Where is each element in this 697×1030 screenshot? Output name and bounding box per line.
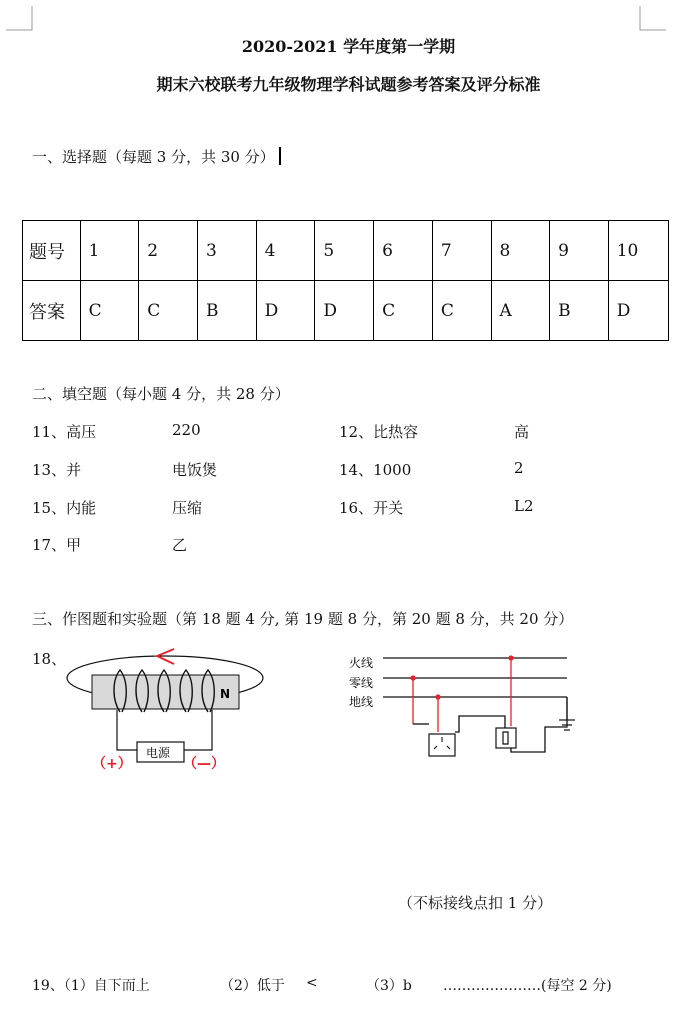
fill-a14: 2: [514, 459, 524, 477]
fill-q17: 17、甲: [32, 536, 82, 554]
junction-point: [508, 655, 513, 660]
row-label-answer: 答案: [23, 281, 81, 341]
answer-cell: C: [139, 281, 198, 341]
grading-note: （不标接线点扣 1 分）: [398, 894, 553, 912]
number-cell: 9: [550, 221, 609, 281]
number-cell: 6: [374, 221, 433, 281]
fill-q13: 13、并: [32, 461, 82, 479]
junction-point: [410, 675, 415, 680]
fill-a17: 乙: [172, 536, 188, 554]
number-cell: 4: [256, 221, 315, 281]
number-cell: 7: [432, 221, 491, 281]
number-cell: 1: [80, 221, 139, 281]
answer-cell: B: [197, 281, 256, 341]
junction-point: [435, 694, 440, 699]
number-row: [23, 221, 669, 281]
electromagnet-diagram: [62, 640, 272, 775]
fill-q14: 14、1000: [339, 461, 412, 479]
row-label-number: 题号: [23, 221, 81, 281]
answer-cell: D: [315, 281, 374, 341]
answer-cell: C: [80, 281, 139, 341]
answer-row: [23, 281, 669, 341]
live-wire-label: 火线: [349, 656, 374, 670]
fill-q15: 15、内能: [32, 499, 97, 517]
ground-wire-label: 地线: [349, 695, 374, 709]
answer-cell: A: [491, 281, 550, 341]
number-cell: 5: [315, 221, 374, 281]
fill-q12: 12、比热容: [339, 423, 419, 441]
answer-cell: B: [550, 281, 609, 341]
neutral-wire-label: 零线: [349, 676, 374, 690]
fill-a12: 高: [514, 423, 530, 441]
number-cell: 10: [608, 221, 668, 281]
fill-a16: L2: [514, 497, 534, 515]
terminal-plus-label: （+）: [92, 756, 132, 772]
section1-heading: [32, 146, 281, 167]
number-cell: 8: [491, 221, 550, 281]
fill-a13: 电饭煲: [172, 461, 218, 479]
section3-heading: 三、作图题和实验题（第 18 题 4 分, 第 19 题 8 分，第 20 题 8 分，共 20 分）: [32, 610, 574, 628]
q19-part2-symbol: <: [306, 975, 318, 991]
page-title: 期末六校联考九年级物理学科试题参考答案及评分标准: [156, 75, 541, 94]
answer-cell: D: [608, 281, 668, 341]
wiring-diagram: [345, 648, 585, 768]
terminal-minus-label: （—）: [183, 756, 225, 772]
magnet-pole-n: N: [220, 687, 231, 701]
ground-symbol-icon: [559, 697, 575, 730]
number-cell: 3: [197, 221, 256, 281]
q19-part2: （2）低于: [220, 978, 285, 994]
number-cell: 2: [139, 221, 198, 281]
section1-heading-text: 一、选择题（每题 3 分，共 30 分）: [32, 148, 275, 166]
fill-q16: 16、开关: [339, 499, 404, 517]
power-label: 电源: [146, 746, 171, 760]
year-line: 2020-2021 学年度第一学期: [241, 37, 456, 56]
text-cursor: [279, 147, 281, 165]
switch-box: [496, 728, 516, 748]
answer-table: [22, 220, 669, 341]
section2-heading: 二、填空题（每小题 4 分，共 28 分）: [32, 385, 290, 403]
answer-cell: C: [432, 281, 491, 341]
fill-a15: 压缩: [172, 499, 203, 517]
q19-part3: （3）b: [366, 978, 412, 994]
q19-score: …………………(每空 2 分): [443, 978, 612, 994]
q19-part1: 19、（1）自下而上: [32, 978, 150, 994]
fill-a11: 220: [172, 421, 201, 439]
q18-label: 18、: [32, 650, 67, 668]
fill-q11: 11、高压: [32, 423, 97, 441]
answer-cell: C: [374, 281, 433, 341]
answer-cell: D: [256, 281, 315, 341]
